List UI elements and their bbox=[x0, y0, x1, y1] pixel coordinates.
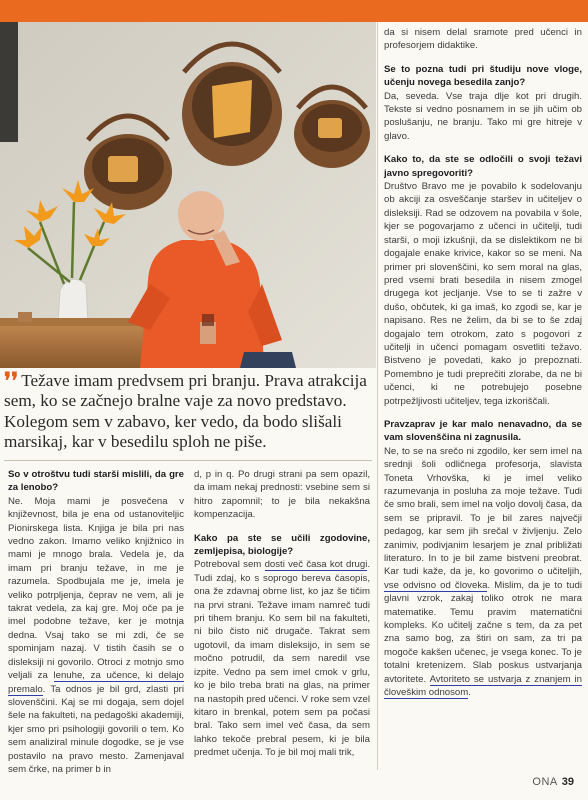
article-column-1 bbox=[8, 468, 184, 776]
question-5: Pravzaprav je kar malo nenavadno, da se vam slovenščina ni zagnusila. bbox=[384, 418, 582, 444]
column-separator bbox=[377, 22, 378, 770]
handwritten-underline: Avtoriteto se ustvarja z znanjem in človeškim odnosom bbox=[384, 673, 582, 699]
question-2: Kako pa ste se učili zgodovine, zemljepisa, biologije? bbox=[194, 532, 370, 558]
article-column-3 bbox=[384, 26, 582, 700]
portrait-photo bbox=[0, 22, 376, 368]
page-footer bbox=[532, 776, 574, 788]
answer-5: Ne, to se na srečo ni zgodilo, ker sem imel na srednji šoli odličnega profesorja, slavista Toneta Vrhovška, ki je imel veliko razumevanja in posluha za moje težave. Tudi če smo brali, sem imel na voljo dovolj časa, da sem se pripravil. To je bil zares največji pedagog, kar sem jih srečal v življenju. Zelo zanimiv, podivjanim lesarjem je znal približati literaturo. In to je bil zame bistveni preobrat. Kar tudi kaže, da je, ko govorimo o učiteljih, vse odvisno od človeka. Mislim, da je to tudi glavni vzrok, zakaj toliko otrok ne mara matematike. Temu pravim matematični kompleks. Ko učitelj začne s tem, da za pet zna samo bog, za štiri on sam, za tri pa mogoče kakšen učenec, je vsega konec. To je totalni kretenizem. Slab poskus ustvarjanja avtoritete. Avtoriteto se ustvarja z znanjem in človeškim odnosom. bbox=[384, 445, 582, 699]
pull-quote bbox=[4, 368, 374, 453]
handwritten-underline: lenuhe, za učence, ki delajo premalo bbox=[8, 670, 184, 695]
question-4: Kako to, da ste se odločili o svoji težavi javno spregovoriti? bbox=[384, 154, 582, 179]
handwritten-underline: vse odvisno od človeka bbox=[384, 579, 488, 591]
pull-quote-text: Težave imam predvsem pri branju. Prava atrakcija sem, ko se začnejo bralne vaje za novo predstavo. Kolegom sem v zabavo, ker vedo, da bodo slišali marsikaj, kar v besedilu sploh ne piše. bbox=[4, 371, 367, 452]
question-1: So v otroštvu tudi starši mislili, da gre za lenobo? bbox=[8, 469, 184, 494]
answer-3: Da, seveda. Vse traja dlje kot pri drugih. Tekste si vedno posnamem in se jih učim ob poslušanju, ne branju. Tako mi gre hitreje v glavo. bbox=[384, 90, 582, 142]
top-accent-bar bbox=[0, 0, 588, 22]
question-3: Se to pozna tudi pri študiju nove vloge, učenju novega besedila zanjo? bbox=[384, 63, 582, 89]
handwritten-underline: dosti več časa kot drugi bbox=[264, 559, 368, 571]
article-column-2 bbox=[194, 468, 370, 760]
page-number: 39 bbox=[561, 776, 574, 788]
answer-1: Ne. Moja mami je posvečena v književnost, bila je ena od ustanoviteljic Pionirskega lista. Knjiga je bila pri nas vedno zakon. Imamo veliko knjižnico in mami je mnogo brala. Vedela je, da imam pri branju težave, in me je razumela. Spodbujala me je, imela je veliko potrpljenja, čeprav ne vem, ali je takrat vedela, za kaj gre. Moj oče pa je imel podobne težave, ker je motnja dedna. Vsaj tako se mi zdi, če se spominjam nazaj. V tistih časih se o disleksiji ni govorilo. Otroci z motnjo smo veljali za lenuhe, za učence, ki delajo premalo. Ta odnos je bil grd, zlasti pri slovenščini. Kaj se mi dogaja, sem dojel šele na fakulteti, na pedagoški akademiji, kjer smo pri psihologiji govorili o tem. Ko sem analiziral minule dogodke, se je vse postavilo na pravo mesto. Zamenjaval sem črke, na primer b in bbox=[8, 495, 184, 775]
pull-quote-divider bbox=[4, 460, 372, 461]
answer-1-continued: d, p in q. Po drugi strani pa sem opazil, da imam nekaj prednosti: vsebine sem si hitro zapomnil; to je bila nekakšna kompenzacija. bbox=[194, 469, 370, 521]
answer-4: Društvo Bravo me je povabilo k sodelovanju ob akciji za osveščanje staršev in učiteljev o disleksiji. Rad se odzovem na povabila v šole, kjer se pogovarjamo z učenci in učitelji, tudi starši, o moji izkušnji, da se dislektikom ne bi dogajale enake krivice, kakor so se meni. Na primer pri slovenščini, ko sem moral na glas, pred vsemi brati besedila in nisem zmogel drugega kot jecljanje. Vse to se ti zažre v dušo, občutek, ki ga imaš, ko zgodi se, kar je napisano. Res ne želim, da bi se to še zdaj dogajalo tem otrokom, zato s pogovori z učitelji in učenci pomagam osvetliti težavo. Bistveno je povedati, kako jo prepoznati. Pomembno je tudi preprečiti zlorabe, da ne bi učenci, ki ne potrebujejo posebne potrpežljivosti učiteljev, tega izkoriščali. bbox=[384, 181, 582, 407]
answer-2: Potreboval sem dosti več časa kot drugi. Tudi zdaj, ko s soprogo bereva časopis, ona že zdavnaj obrne list, ko jaz še tičim na prvi strani. Težave imam namreč tudi pri tihem branju. Ko sem bil na fakulteti, ni bilo čisto nič drugače. Takrat sem ugotovil, da imam disleksijo, in sem se močno potrudil, da sem naredil vse izpite. Vedno pa sem imel cmok v grlu, ko je bilo treba brati na glas, na primer na nastopih pred učenci. V roke sem vzel kitaro in brenkal, potem sem pa počasi bral. Tako sem imel več časa, da sem lahko tekoče prebral pesem, ki je bila predmet učenja. To je bil moj mali trik, bbox=[194, 559, 370, 759]
magazine-name: ONA bbox=[532, 776, 558, 788]
answer-2-continued: da si nisem delal sramote pred učenci in profesorjem didaktike. bbox=[384, 27, 582, 52]
quote-marks-icon: ❜❜ bbox=[4, 368, 19, 393]
